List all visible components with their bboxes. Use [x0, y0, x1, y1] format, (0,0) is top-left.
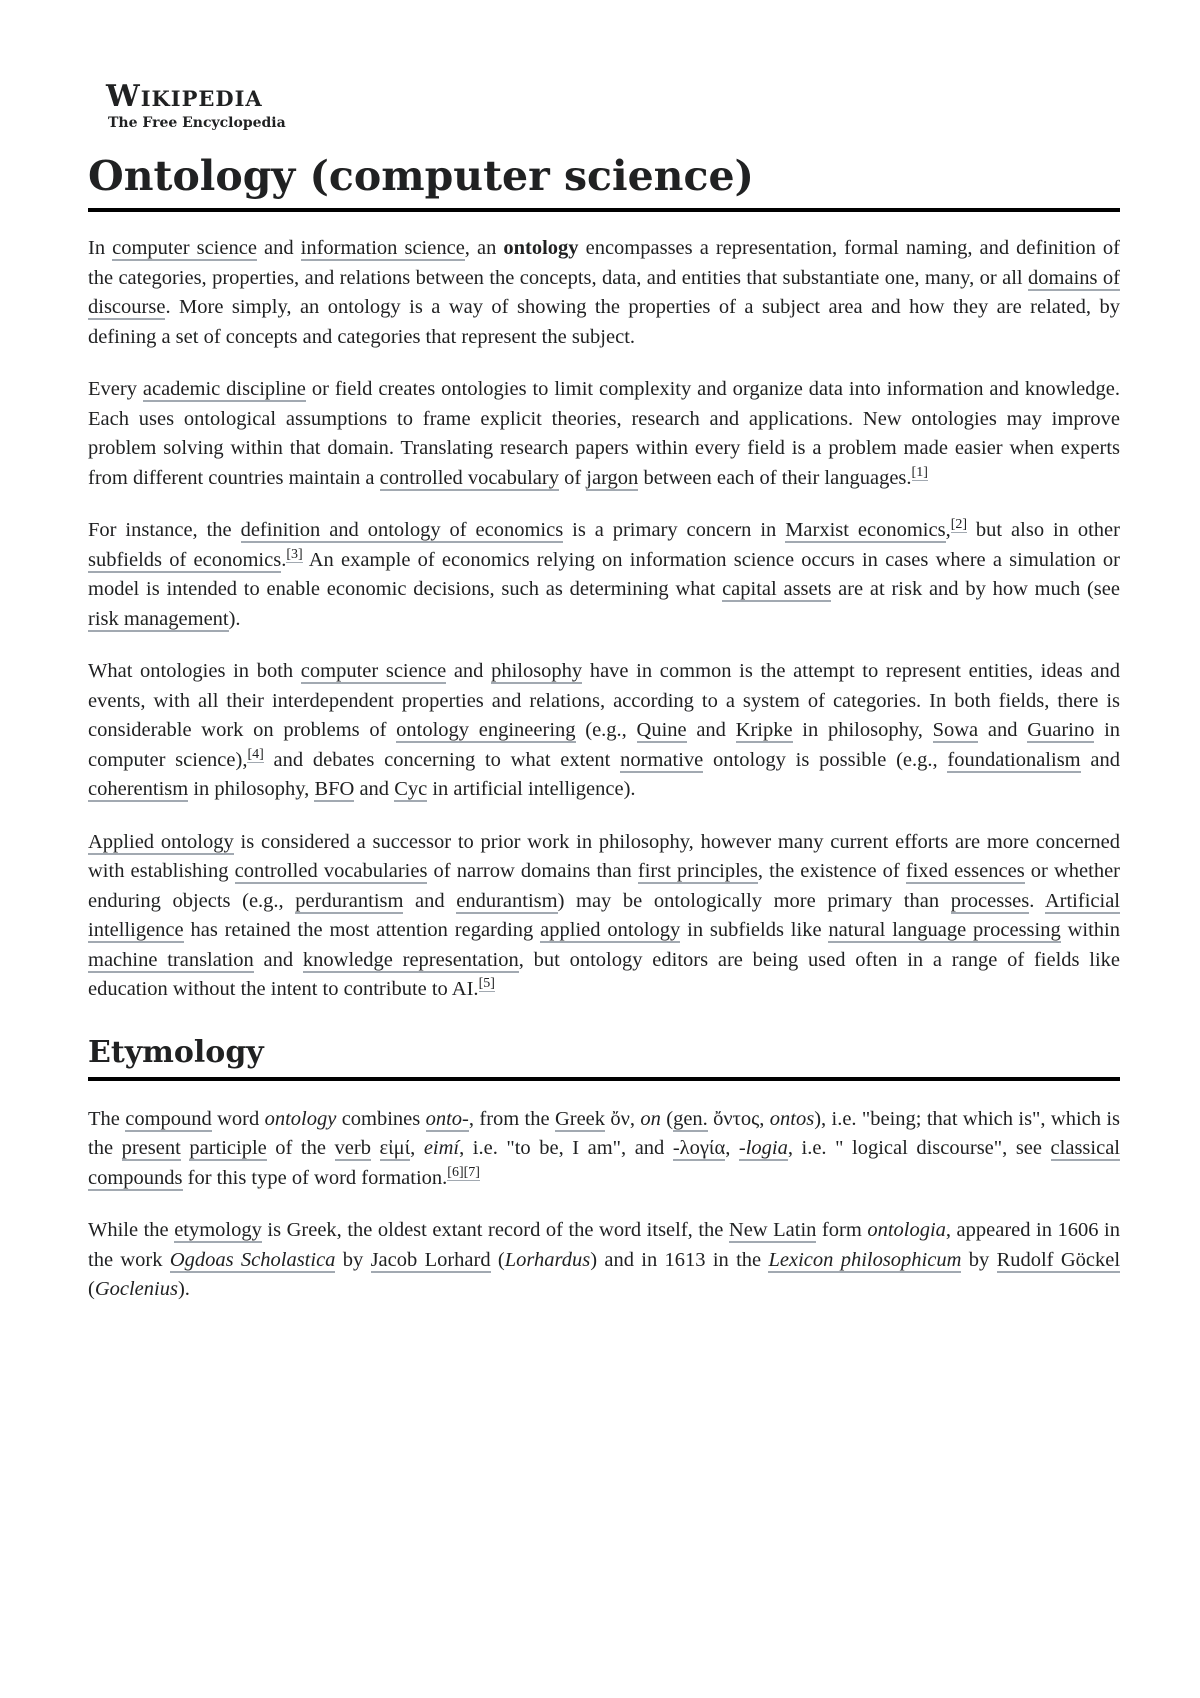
- section-body: [88, 1105, 1120, 1305]
- article-body: [88, 234, 1120, 1305]
- wiki-link[interactable]: [739, 1137, 788, 1161]
- wiki-link[interactable]: Sowa: [932, 719, 979, 741]
- citation-ref[interactable]: [464, 1165, 480, 1181]
- wiki-link[interactable]: knowledge representation: [302, 948, 519, 971]
- wiki-link[interactable]: Cyc: [394, 778, 428, 800]
- wiki-link[interactable]: Artificial intelligence: [88, 889, 1120, 941]
- wiki-link[interactable]: Marxist economics: [785, 519, 946, 541]
- wiki-link[interactable]: computer science: [112, 237, 257, 259]
- paragraph: In computer science and information science, an ontology encompasses a representation, formal naming, and definition of the categories, properties, and relations between the concepts, data, and entities that substantiate one, many, or all domains of discourse. More simply, an ontology is a way of showing the properties of a subject area and how they are related, by defining a set of concepts and categories that represent the subject.: [88, 237, 1120, 348]
- wiki-link[interactable]: BFO: [314, 778, 355, 800]
- page-title: Ontology (computer science): [88, 148, 1120, 212]
- wiki-link[interactable]: computer science: [300, 660, 447, 682]
- logo-wordmark: Wikipedia: [106, 79, 263, 114]
- wiki-link[interactable]: capital assets: [722, 578, 832, 600]
- article-page: [88, 80, 1120, 1328]
- wiki-link[interactable]: Kripke: [735, 719, 793, 741]
- wiki-link[interactable]: definition and ontology of economics: [240, 519, 564, 541]
- citation-link[interactable]: [3]: [286, 546, 303, 562]
- paragraph: For instance, the definition and ontology of economics is a primary concern in Marxist economics,[2] but also in other subfields of economics.[3] An example of economics relying on information science occurs in cases where a simulation or model is intended to enable economic decisions, such as determining what capital assets are at risk and by how much (see risk management).: [88, 517, 1120, 630]
- citation-ref[interactable]: [912, 465, 928, 481]
- wiki-link[interactable]: jargon: [586, 466, 639, 489]
- wiki-link[interactable]: present: [121, 1137, 181, 1159]
- wiki-link[interactable]: [426, 1108, 469, 1132]
- wiki-link[interactable]: gen.: [673, 1107, 708, 1130]
- wiki-link[interactable]: classical compounds: [88, 1137, 1120, 1189]
- wiki-link[interactable]: domains of discourse: [88, 266, 1120, 318]
- citation-ref[interactable]: [247, 747, 263, 763]
- wiki-link[interactable]: applied ontology: [540, 919, 681, 941]
- italic-text: Lexicon philosophicum: [768, 1248, 962, 1271]
- citation-link[interactable]: [7]: [463, 1164, 480, 1180]
- citation-ref[interactable]: [951, 517, 967, 533]
- wiki-link[interactable]: natural language processing: [828, 919, 1061, 941]
- wiki-link[interactable]: fixed essences: [905, 860, 1025, 882]
- wiki-link[interactable]: Quine: [636, 719, 687, 741]
- wiki-link[interactable]: Applied ontology: [88, 830, 234, 853]
- section-body: [88, 234, 1120, 1005]
- wiki-link[interactable]: [768, 1249, 961, 1273]
- citation-link[interactable]: [4]: [247, 746, 264, 762]
- wiki-link[interactable]: endurantism: [456, 889, 558, 912]
- wiki-link[interactable]: εἰμί: [379, 1137, 411, 1159]
- logo-tagline: The Free Encyclopedia: [108, 115, 286, 131]
- italic-text: eimí: [423, 1137, 460, 1159]
- wiki-link[interactable]: machine translation: [88, 948, 254, 971]
- wiki-link[interactable]: controlled vocabularies: [234, 860, 428, 882]
- wiki-link[interactable]: academic discipline: [142, 378, 306, 400]
- citation-ref[interactable]: [447, 1165, 463, 1181]
- wiki-link[interactable]: verb: [334, 1137, 371, 1159]
- italic-text: ontologia: [867, 1219, 946, 1241]
- wiki-link[interactable]: perdurantism: [295, 889, 404, 912]
- paragraph: Applied ontology is considered a successor to prior work in philosophy, however many current efforts are more concerned with establishing controlled vocabularies of narrow domains than first principles, the existence of fixed essences or whether enduring objects (e.g., perdurantism and endurantism) may be ontologically more primary than processes. Artificial intelligence has retained the most attention regarding applied ontology in subfields like natural language processing within machine translation and knowledge representation, but ontology editors are being used often in a range of fields like education without the intent to contribute to AI.[5]: [88, 830, 1121, 1000]
- italic-text: Ogdoas Scholastica: [169, 1248, 336, 1271]
- wiki-link[interactable]: Jacob Lorhard: [370, 1248, 491, 1271]
- citation-ref[interactable]: [286, 547, 302, 563]
- bold-term: ontology: [503, 237, 579, 259]
- wiki-link[interactable]: -λογία: [672, 1137, 726, 1159]
- italic-text: Goclenius: [94, 1278, 178, 1300]
- wiki-link[interactable]: processes: [950, 889, 1030, 912]
- wiki-link[interactable]: [170, 1249, 336, 1273]
- wiki-link[interactable]: New Latin: [728, 1219, 817, 1241]
- wikipedia-logo[interactable]: [106, 80, 1120, 148]
- citation-link[interactable]: [2]: [950, 517, 968, 533]
- paragraph: Every academic discipline or field creates ontologies to limit complexity and organize data into information and knowledge. Each uses ontological assumptions to frame explicit theories, research and applications. New ontologies may improve problem solving within that domain. Translating research papers within every field is a problem made easier when experts from different countries maintain a controlled vocabulary of jargon between each of their languages.[1]: [88, 378, 1120, 489]
- italic-text: onto-: [425, 1107, 469, 1130]
- section-heading: Etymology: [88, 1031, 1120, 1081]
- citation-ref[interactable]: [479, 976, 495, 992]
- wiki-link[interactable]: risk management: [88, 607, 229, 630]
- italic-text: ontology: [264, 1107, 337, 1130]
- paragraph: The compound word ontology combines onto-, from the Greek ὄν, on (gen. ὄντος, ontos), i.e. "being; that which is", which is the present participle of the verb εἰμί, eimí, i.e. "to be, I am", and -λογία, -logia, i.e. " logical discourse", see classical compounds for this type of word formation.[6][7]: [88, 1107, 1121, 1189]
- wiki-link[interactable]: controlled vocabulary: [379, 466, 559, 489]
- citation-link[interactable]: [1]: [911, 464, 928, 480]
- wiki-link[interactable]: Greek: [554, 1107, 606, 1130]
- wiki-link[interactable]: normative: [620, 748, 704, 771]
- wiki-link[interactable]: subfields of economics: [88, 548, 282, 571]
- wiki-link[interactable]: ontology engineering: [396, 719, 576, 741]
- wiki-link[interactable]: information science: [300, 237, 465, 259]
- italic-text: ontos: [769, 1107, 815, 1130]
- wiki-link[interactable]: first principles: [637, 860, 758, 882]
- paragraph: While the etymology is Greek, the oldest extant record of the word itself, the New Latin form ontologia, appeared in 1606 in the work Ogdoas Scholastica by Jacob Lorhard (Lorhardus) and in 1613 in the Lexicon philosophicum by Rudolf Göckel (Goclenius).: [88, 1219, 1121, 1300]
- paragraph: What ontologies in both computer science and philosophy have in common is the attempt to represent entities, ideas and events, with all their interdependent properties and relations, according to a system of categories. In both fields, there is considerable work on problems of ontology engineering (e.g., Quine and Kripke in philosophy, Sowa and Guarino in computer science),[4] and debates concerning to what extent normative ontology is possible (e.g., foundationalism and coherentism in philosophy, BFO and Cyc in artificial intelligence).: [88, 660, 1121, 800]
- wiki-link[interactable]: etymology: [174, 1219, 262, 1241]
- wiki-link[interactable]: coherentism: [88, 778, 189, 800]
- italic-text: -logia: [738, 1137, 788, 1159]
- citation-link[interactable]: [5]: [478, 976, 495, 992]
- wiki-link[interactable]: philosophy: [491, 660, 583, 682]
- wiki-link[interactable]: foundationalism: [947, 748, 1081, 771]
- wiki-link[interactable]: participle: [189, 1137, 267, 1159]
- italic-text: on: [640, 1107, 661, 1130]
- italic-text: Lorhardus: [504, 1248, 591, 1271]
- wiki-link[interactable]: Guarino: [1027, 719, 1095, 741]
- citation-link[interactable]: [6]: [447, 1164, 464, 1180]
- wiki-link[interactable]: compound: [125, 1107, 212, 1130]
- wiki-link[interactable]: Rudolf Göckel: [996, 1248, 1121, 1271]
